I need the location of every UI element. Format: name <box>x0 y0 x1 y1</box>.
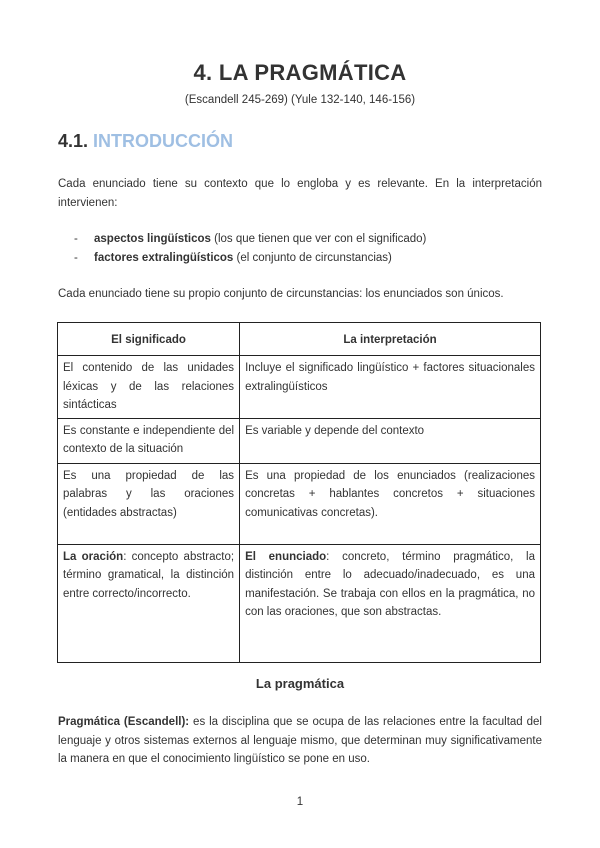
page-subtitle: (Escandell 245-269) (Yule 132-140, 146-156) <box>184 94 416 106</box>
list-item <box>74 249 534 268</box>
list-item <box>74 230 534 249</box>
table-cell <box>240 544 541 662</box>
bullet-rest: (los que tienen que ver con el significado) <box>210 233 427 245</box>
bullet-dash: - <box>74 233 78 245</box>
bullet-text <box>94 230 426 249</box>
table-cell: Es variable y depende del contexto <box>240 418 541 463</box>
table-row <box>58 544 541 662</box>
bullet-text <box>94 249 392 268</box>
section-number: 4.1. <box>58 131 89 151</box>
page-title: 4. LA PRAGMÁTICA <box>193 60 407 85</box>
table-cell: Es constante e independiente del contexto de la situación <box>58 418 240 463</box>
table-row <box>58 356 541 419</box>
definition-text: es la disciplina que se ocupa de las relaciones entre la facultad del lenguaje y otros sistemas externos al lenguaje mismo, que determinan muy significativamente la manera en que el conocimiento lingüístico se pone en uso. <box>58 716 542 765</box>
bullet-term: aspectos lingüísticos <box>94 233 211 245</box>
intro-bullet-list <box>74 230 534 268</box>
comparison-table <box>57 322 541 663</box>
table-row <box>58 418 541 463</box>
table-cell: Incluye el significado lingüístico + factores situacionales extralingüísticos <box>240 356 541 419</box>
pragmatica-heading: La pragmática <box>255 676 345 691</box>
cell-term: El enunciado <box>245 550 327 563</box>
table-row <box>58 463 541 544</box>
unique-enunciados-paragraph: Cada enunciado tiene su propio conjunto de circunstancias: los enunciados son únicos. <box>58 288 504 300</box>
page-number: 1 <box>296 796 304 808</box>
table-cell <box>58 544 240 662</box>
column-header: El significado <box>58 323 240 356</box>
table-cell: Es una propiedad de los enunciados (realizaciones concretas + hablantes concretos + situaciones comunicativas concretas). <box>240 463 541 544</box>
table-cell: El contenido de las unidades léxicas y de las relaciones sintácticas <box>58 356 240 419</box>
cell-text: : concreto, término pragmático, la distinción entre lo adecuado/inadecuado, es una manifestación. Se trabaja con ellos en la pragmática, no con las oraciones, que son abstractas. <box>245 550 535 618</box>
section-name: INTRODUCCIÓN <box>93 131 234 151</box>
bullet-rest: (el conjunto de circunstancias) <box>233 252 392 264</box>
intro-paragraph: Cada enunciado tiene su contexto que lo engloba y es relevante. En la interpretación intervienen: <box>58 178 542 209</box>
section-heading <box>58 131 233 152</box>
cell-term: La oración <box>63 550 124 563</box>
bullet-dash: - <box>74 252 78 264</box>
bullet-term: factores extralingüísticos <box>94 252 234 264</box>
table-header-row <box>58 323 541 356</box>
pragmatica-definition <box>58 713 542 769</box>
cell-text: : concepto abstracto; término gramatical, la distinción entre correcto/incorrecto. <box>63 550 235 600</box>
column-header: La interpretación <box>240 323 541 356</box>
definition-term: Pragmática (Escandell): <box>58 716 190 728</box>
table-cell: Es una propiedad de las palabras y las oraciones (entidades abstractas) <box>58 463 240 544</box>
